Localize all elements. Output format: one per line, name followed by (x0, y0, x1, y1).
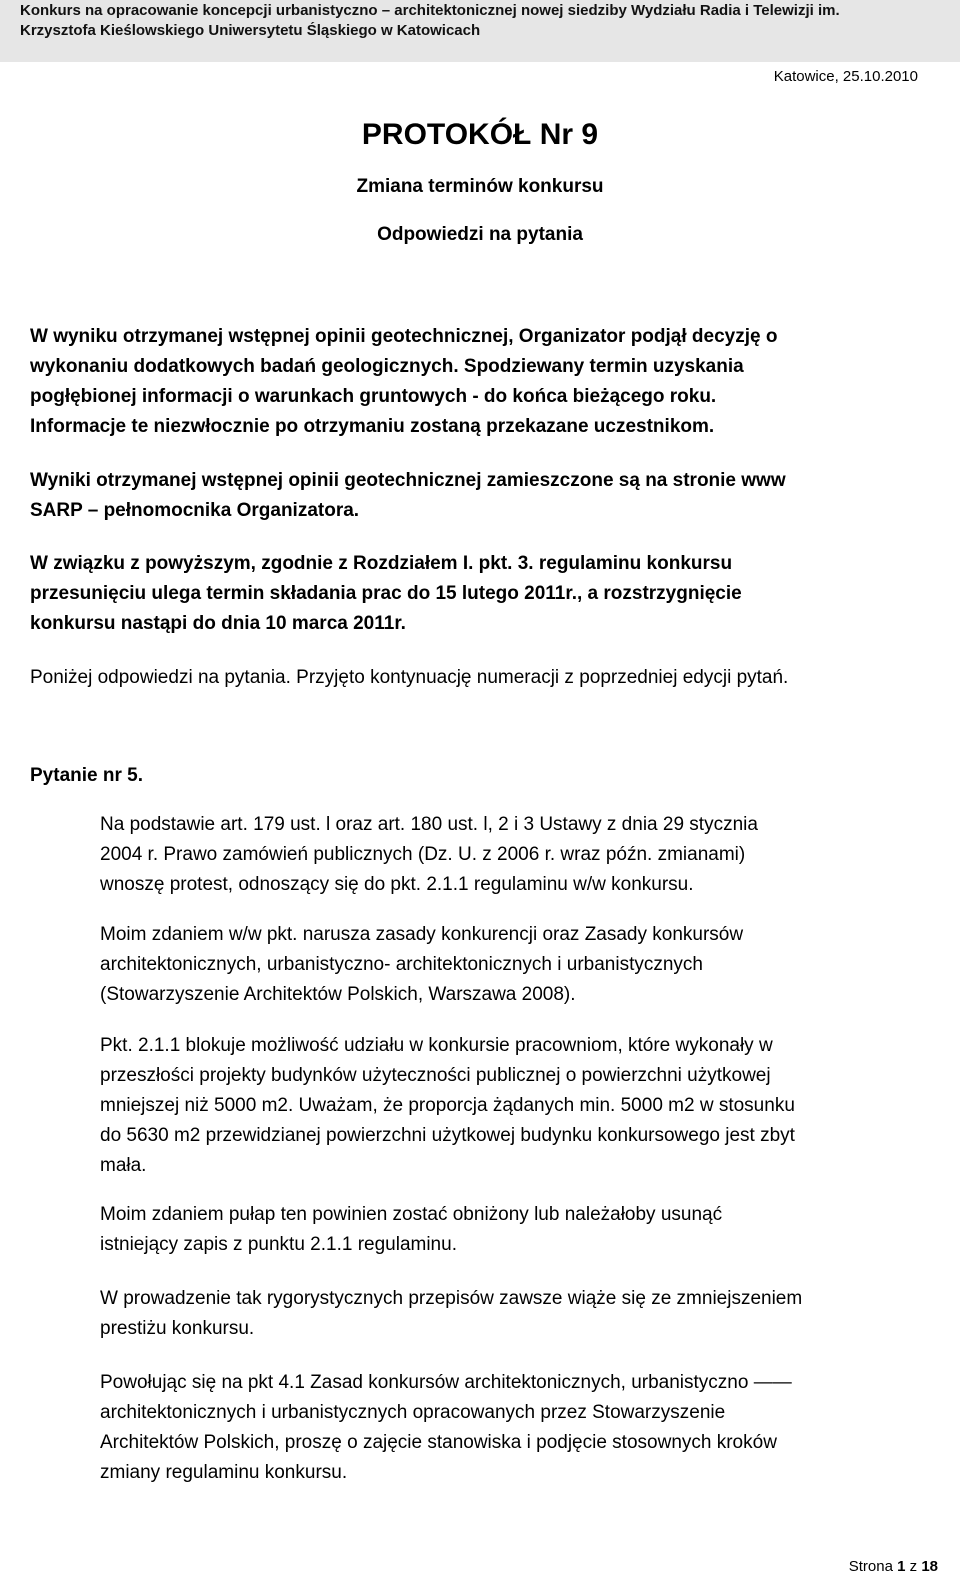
text-line: pogłębionej informacji o warunkach gruntowych - do końca bieżącego roku. (30, 386, 717, 407)
text-line: Powołując się na pkt 4.1 Zasad konkursów architektonicznych, urbanistyczno —— (100, 1372, 792, 1393)
text-line: przesunięciu ulega termin składania prac do 15 lutego 2011r., a rozstrzygnięcie (30, 583, 742, 604)
text-line: SARP – pełnomocnika Organizatora. (30, 500, 360, 521)
total-pages: 18 (921, 1558, 938, 1575)
text-line: Informacje te niezwłocznie po otrzymaniu zostaną przekazane uczestnikom. (30, 416, 715, 437)
page-title: PROTOKÓŁ Nr 9 (361, 118, 599, 151)
page-separator: z (909, 1558, 918, 1575)
text-line: przeszłości projekty budynków użyteczności publicznej o powierzchni użytkowej (100, 1065, 771, 1086)
text-line: (Stowarzyszenie Architektów Polskich, Warszawa 2008). (100, 984, 576, 1005)
question-heading (30, 761, 935, 791)
paragraph-geotechnical (30, 322, 935, 442)
current-page: 1 (897, 1558, 906, 1575)
text-line: Na podstawie art. 179 ust. l oraz art. 180 ust. l, 2 i 3 Ustawy z dnia 29 stycznia (100, 814, 758, 835)
text-line: Moim zdaniem w/w pkt. narusza zasady konkurencji oraz Zasady konkursów (100, 924, 744, 945)
paragraph-intro-answers (30, 663, 935, 693)
question-paragraph-1 (100, 810, 940, 900)
text-line: Poniżej odpowiedzi na pytania. Przyjęto kontynuację numeracji z poprzedniej edycji pytań. (30, 667, 789, 688)
text-line: architektonicznych i urbanistycznych opracowanych przez Stowarzyszenie (100, 1402, 726, 1423)
text-line: architektonicznych, urbanistyczno- architektonicznych i urbanistycznych (100, 954, 703, 975)
page-number (849, 1558, 938, 1575)
text-line: Architektów Polskich, proszę o zajęcie stanowiska i podjęcie stosownych kroków (100, 1432, 777, 1453)
text-line: prestiżu konkursu. (100, 1318, 255, 1339)
text-line: Pytanie nr 5. (30, 765, 143, 786)
text-line: zmiany regulaminu konkursu. (100, 1462, 348, 1483)
question-paragraph-3 (100, 1031, 940, 1181)
text-line: wykonaniu dodatkowych badań geologicznych. Spodziewany termin uzyskania (30, 356, 744, 377)
text-line: Pkt. 2.1.1 blokuje możliwość udziału w konkursie pracowniom, które wykonały w (100, 1035, 773, 1056)
page-label: Strona (848, 1558, 893, 1575)
text-line: istniejący zapis z punktu 2.1.1 regulaminu. (100, 1234, 457, 1255)
text-line: W wyniku otrzymanej wstępnej opinii geotechnicznej, Organizator podjął decyzję o (30, 326, 778, 347)
text-line: Wyniki otrzymanej wstępnej opinii geotechnicznej zamieszczone są na stronie www (30, 470, 786, 491)
text-line: konkursu nastąpi do dnia 10 marca 2011r. (30, 613, 406, 634)
paragraph-deadline (30, 549, 935, 639)
subtitle-terms-change: Zmiana terminów konkursu (356, 176, 604, 197)
question-paragraph-6 (100, 1368, 940, 1488)
subtitle-answers: Odpowiedzi na pytania (377, 224, 583, 245)
question-paragraph-2 (100, 920, 940, 1010)
text-line: Moim zdaniem pułap ten powinien zostać obniżony lub należałoby usunąć (100, 1204, 723, 1225)
header-line-2: Krzysztofa Kieślowskiego Uniwersytetu Śląskiego w Katowicach (20, 22, 481, 39)
text-line: 2004 r. Prawo zamówień publicznych (Dz. U. z 2006 r. wraz późn. zmianami) (100, 844, 746, 865)
text-line: mała. (100, 1155, 147, 1176)
document-header (0, 0, 960, 62)
text-line: W prowadzenie tak rygorystycznych przepisów zawsze wiąże się ze zmniejszeniem (100, 1288, 803, 1309)
question-paragraph-5 (100, 1284, 940, 1344)
header-line-1: Konkurs na opracowanie koncepcji urbanistyczno – architektonicznej nowej siedziby Wydziału Radia i Telewizji im. (20, 2, 840, 19)
text-line: W związku z powyższym, zgodnie z Rozdziałem I. pkt. 3. regulaminu konkursu (30, 553, 733, 574)
question-paragraph-4 (100, 1200, 940, 1260)
paragraph-results (30, 466, 935, 526)
document-date: Katowice, 25.10.2010 (773, 68, 918, 85)
text-line: do 5630 m2 przewidzianej powierzchni użytkowej budynku konkursowego jest zbyt (100, 1125, 795, 1146)
text-line: wnoszę protest, odnoszący się do pkt. 2.1.1 regulaminu w/w konkursu. (100, 874, 694, 895)
text-line: mniejszej niż 5000 m2. Uważam, że proporcja żądanych min. 5000 m2 w stosunku (100, 1095, 795, 1116)
